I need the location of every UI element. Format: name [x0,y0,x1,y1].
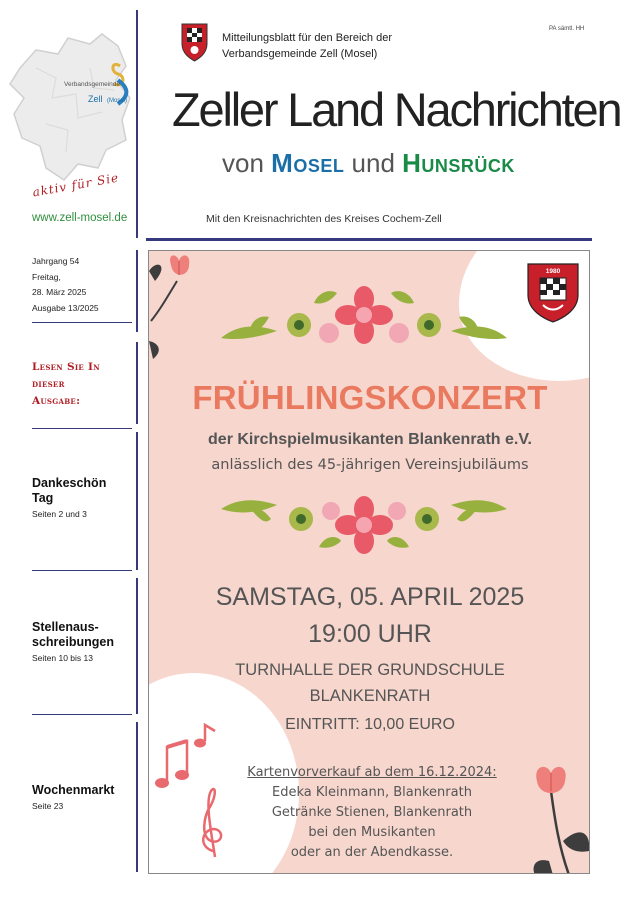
toc-item-pages: Seiten 2 und 3 [32,509,87,519]
toc-item-title: Dankeschön Tag [32,476,107,505]
issue-info [32,254,99,316]
section-rule [32,428,132,429]
subtitle-mosel: Mosel [271,148,345,178]
toc-item-stellenausschreibungen[interactable] [32,620,136,665]
left-column-divider [136,10,138,238]
tagline: aktiv für Sie [31,170,121,200]
section-rule [32,322,132,323]
section-rule [32,714,132,715]
issue-date: 28. März 2025 [32,287,87,297]
toc-item-title: Wochenmarkt [32,783,115,797]
kreis-note: Mit den Kreisnachrichten des Kreises Cochem-Zell [206,213,442,225]
toc-item-dankeschoen[interactable] [32,476,136,521]
issue-number: Ausgabe 13/2025 [32,302,99,313]
presale-heading: Kartenvorverkauf ab dem 16.12.2024: [247,765,497,780]
anniversary-note: anlässlich des 45-jährigen Vereinsjubiläums [211,457,529,473]
presale-line: Getränke Stienen, Blankenrath [271,805,473,820]
header-rule [146,238,592,241]
website-link[interactable]: www.zell-mosel.de [32,212,128,224]
logo-line2: Zell [88,94,103,104]
subtitle-hunsrueck: Hunsrück [402,148,515,178]
flower-garland-icon [219,283,509,353]
concert-poster [148,250,590,874]
logo-line1: Verbandsgemeinde [64,81,121,88]
issue-jahrgang: Jahrgang 54 [32,256,80,266]
club-crest-icon [525,261,581,323]
tulip-branch-icon [149,251,209,371]
toc-heading: Lesen Sie In dieser Ausgabe: [32,361,100,407]
left-column-divider [136,250,138,332]
distribution-note: PA sämtl. HH [549,26,585,32]
event-venue: TURNHALLE DER GRUNDSCHULE BLANKENRATH [235,661,505,705]
club-name: der Kirchspielmusikanten Blankenrath e.V. [208,431,532,448]
presale-info [209,763,535,863]
flower-garland-icon [219,489,509,559]
tulip-branch-icon [529,761,590,874]
masthead-title: Zeller Land Nachrichten [172,83,621,136]
event-time: 19:00 UHR [308,620,432,648]
left-column-divider [136,432,138,570]
presale-line: bei den Musikanten [308,825,436,840]
toc-item-title: Stellenaus- schreibungen [32,620,114,649]
presale-line: oder an der Abendkasse. [290,845,454,860]
event-date: SAMSTAG, 05. APRIL 2025 [215,583,525,611]
music-notes-icon [153,721,243,861]
toc-item-pages: Seiten 10 bis 13 [32,653,93,663]
publisher-info: Mitteilungsblatt für den Bereich der Verbandsgemeinde Zell (Mosel) [222,32,392,60]
verbandsgemeinde-map-logo [6,28,134,186]
concert-title: FRÜHLINGSKONZERT [192,379,548,416]
left-column-divider [136,578,138,714]
logo-line3: (Mosel) [107,98,128,104]
masthead-subtitle: von Mosel und Hunsrück [222,148,515,178]
left-column-divider [136,722,138,872]
left-column-divider [136,342,138,424]
crest-year: 1980 [545,268,561,275]
coat-of-arms-icon [178,22,211,62]
entry-price: EINTRITT: 10,00 EURO [285,716,455,733]
toc-item-wochenmarkt[interactable] [32,783,136,813]
presale-line: Edeka Kleinmann, Blankenrath [272,785,472,800]
section-rule [32,570,132,571]
toc-item-pages: Seite 23 [32,801,64,811]
issue-weekday: Freitag, [32,271,61,282]
